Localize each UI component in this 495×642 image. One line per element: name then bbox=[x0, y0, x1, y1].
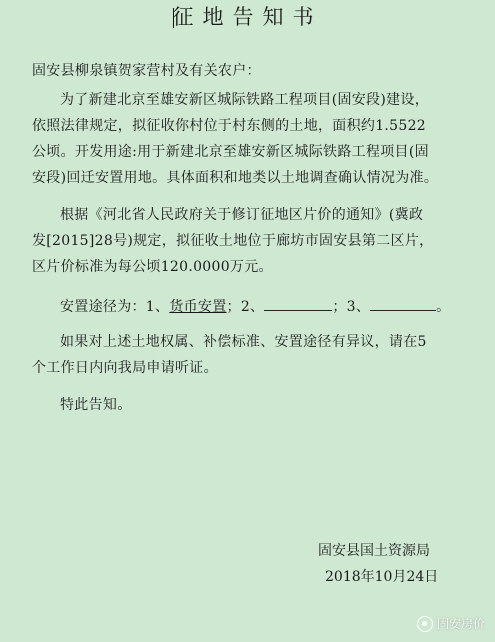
paragraph-3-line-2: 个工作日内向我局申请听证。 bbox=[32, 360, 218, 376]
document-title: 征地告知书 bbox=[172, 5, 323, 29]
resettlement-blank-3 bbox=[370, 292, 436, 311]
watermark-text: 固安房价 bbox=[436, 617, 485, 631]
salutation: 固安县柳泉镇贺家营村及有关农户： bbox=[32, 63, 261, 79]
resettlement-line bbox=[60, 292, 472, 320]
paragraph-2-line-1: 根据《河北省人民政府关于修订征地区片价的通知》(冀政 bbox=[60, 207, 424, 223]
resettlement-option-1: 货币安置 bbox=[169, 299, 227, 315]
paragraph-1-line-2: 依照法律规定，拟征收你村位于村东侧的土地，面积约1.5522 bbox=[32, 118, 426, 134]
watermark bbox=[417, 615, 485, 632]
resettlement-sep-2: ；2、 bbox=[226, 299, 265, 315]
issuer: 固安县国土资源局 bbox=[318, 543, 430, 559]
paragraph-1-line-1: 为了新建北京至雄安新区城际铁路工程项目(固安段)建设， bbox=[60, 92, 430, 108]
resettlement-blank-2 bbox=[264, 292, 332, 311]
paragraph-3-line-1: 如果对上述土地权属、补偿标准、安置途径有异议，请在5 bbox=[60, 334, 427, 350]
paragraph-2-line-3: 区片价标准为每公顷120.0000万元。 bbox=[32, 259, 273, 275]
closing-text: 特此告知。 bbox=[60, 397, 132, 413]
watermark-logo-icon bbox=[417, 616, 433, 632]
issue-date: 2018年10月24日 bbox=[325, 569, 439, 585]
paragraph-1-line-4: 安段)回迁安置用地。具体面积和地类以土地调查确认情况为准。 bbox=[32, 170, 439, 186]
paragraph-2-line-2: 发[2015]28号)规定，拟征收土地位于廊坊市固安县第二区片， bbox=[32, 233, 434, 249]
resettlement-end: 。 bbox=[436, 299, 451, 315]
resettlement-sep-3: ；3、 bbox=[332, 299, 371, 315]
resettlement-prefix: 安置途径为：1、 bbox=[60, 299, 170, 315]
paragraph-1-line-3: 公顷。开发用途:用于新建北京至雄安新区城际铁路工程项目(固 bbox=[32, 144, 429, 160]
